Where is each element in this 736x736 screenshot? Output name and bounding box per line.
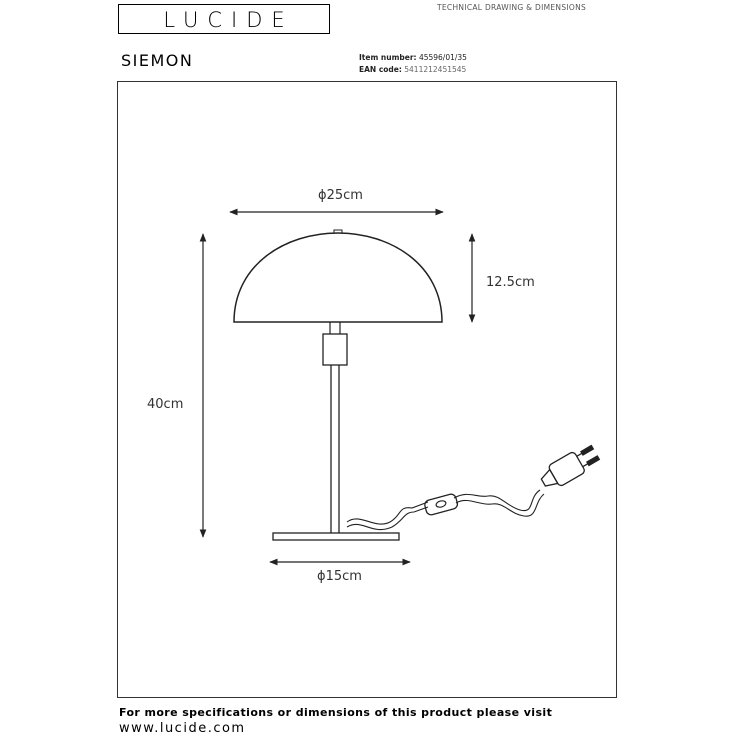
power-plug <box>537 442 601 493</box>
shade-height-label: 12.5cm <box>486 275 535 290</box>
ean-label: EAN code: <box>359 65 402 74</box>
shade-diameter-label: ϕ25cm <box>318 188 363 203</box>
document-type: TECHNICAL DRAWING & DIMENSIONS <box>437 3 587 12</box>
cable-switch <box>424 493 459 516</box>
website-link[interactable]: www.lucide.com <box>119 721 246 736</box>
product-name: SIEMON <box>121 51 194 70</box>
ean-value: 5411212451545 <box>404 65 467 74</box>
lamp-socket <box>323 334 347 365</box>
total-height-label: 40cm <box>147 397 184 412</box>
lamp-shade <box>234 233 442 322</box>
item-number-label: Item number: <box>359 53 417 62</box>
lamp-base <box>273 533 399 540</box>
footer-info: For more specifications or dimensions of this product please visit <box>119 706 553 719</box>
logo-text: LUCIDE <box>163 8 294 32</box>
item-number-value: 45596/01/35 <box>418 53 467 62</box>
base-diameter-label: ϕ15cm <box>317 569 362 584</box>
